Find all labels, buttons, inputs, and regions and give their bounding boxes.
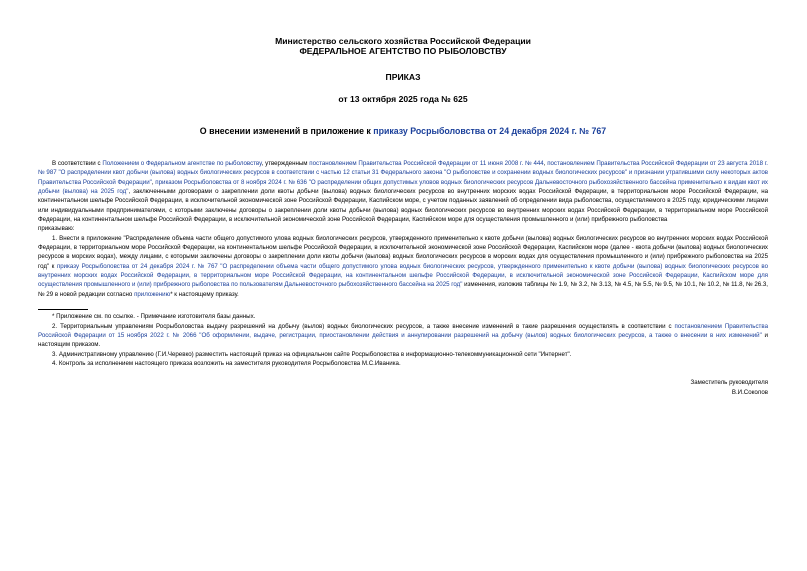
- footnote: * Приложение см. по ссылке. - Примечание изготовителя базы данных.: [52, 313, 256, 321]
- preamble-text-2: , утвержденным: [261, 160, 310, 167]
- item-2-paragraph: [38, 322, 768, 350]
- title-order-link[interactable]: приказу Росрыболовства от 24 декабря 2024 г. № 767: [373, 126, 607, 136]
- signatory-position: Заместитель руководителя: [690, 379, 768, 387]
- item-2-text-1: 2. Территориальным управлениям Росрыболовства выдачу разрешений на добычу (вылов) водных биологических ресурсов, а также внесение изменений в такие разрешения осуществлять в соответствии с: [52, 322, 675, 330]
- agency-name: ФЕДЕРАЛЬНОЕ АГЕНТСТВО ПО РЫБОЛОВСТВУ: [299, 46, 507, 56]
- document-page: [38, 36, 768, 397]
- footnote-divider: [38, 309, 88, 310]
- government-resolution-2066-link[interactable]: постановлением Правительства Российской Федерации от 15 ноября 2022 г. № 2066 "Об оформлении, выдаче, регистрации, приостановлении действия и аннулировании разрешений на добычу (вылов) водных биологических ресурсов, а также о внесении в них изменений": [38, 322, 768, 339]
- document-title: [38, 126, 768, 137]
- appendix-link[interactable]: приложению: [134, 290, 171, 298]
- preamble-text-5: , заключенными договорами о закреплении доли квоты добычи (вылова) водных биологических ресурсов во внутренних морских водах Российской Федерации, в территориальном море Российской Федерации, на континентальном шельфе Российской Федерации, в исключительной экономической зоне Российской Федерации, Каспийском море, с учетом поданных заявлений об определении вида рыболовства, осуществляемого в 2025 году, юридическими лицами или индивидуальными предпринимателями, с которыми заключены договоры о закреплении доли квоты добычи (вылова) водных биологических ресурсов во внутренних морских водах Российской Федерации, в территориальном море Российской Федерации, на континентальном шельфе Российской Федерации, в исключительной экономической зоне Российской Федерации, Каспийском море для осуществления промышленного и (или) прибрежного рыболовства: [38, 188, 768, 224]
- item-1-paragraph: [38, 234, 768, 299]
- signature-block: [38, 378, 768, 397]
- item-1-text-1: 1. Внести в приложение "Распределение объема части общего допустимого улова водных биологических ресурсов, утвержденного применительно к квоте добычи (вылова) водных биологических ресурсов во внутренних морских водах Российской Федерации, в территориальном море Российской Федерации, на континентальном шельфе Российской Федерации, в исключительной экономической зоне Российской Федерации, Каспийском море (далее - квота добычи (вылова) водных биологических ресурсов в морских водах), между лицами, с которыми заключены договоры о закреплении доли квоты добычи (вылова) водных биологических ресурсов в морских водах для осуществления промышленного и (или) прибрежного рыболовства на 2025 год" к: [38, 234, 768, 270]
- signatory-name: В.И.Соколов: [731, 388, 768, 396]
- order-767-link[interactable]: приказу Росрыболовства от 24 декабря 2024 г. № 767 "О распределении объема части общего допустимого улова водных биологических ресурсов, утвержденного применительно к квоте добычи (вылова) водных биологических ресурсов во внутренних морских водах Российской Федерации, в территориальном море Российской Федерации, на континентальном шельфе Российской Федерации, в исключительной экономической зоне Российской Федерации, Каспийском море для осуществления промышленного и (или) прибрежного рыболовства по пользователям Дальневосточного рыбохозяйственного бассейна на 2025 год": [38, 262, 769, 289]
- order-word: приказываю:: [38, 225, 75, 233]
- document-date-number: от 13 октября 2025 года № 625: [338, 94, 468, 104]
- title-prefix: О внесении изменений в приложение к: [199, 126, 374, 136]
- order-636-link[interactable]: приказом Росрыболовства от 8 ноября 2024 г. № 636 "О распределении общих допустимых уловов водных биологических ресурсов Дальневосточного рыбохозяйственного бассейна применительно к видам квот их добычи (вылова) на 2025 год": [38, 178, 769, 196]
- ministry-name: Министерство сельского хозяйства Российской Федерации: [275, 36, 531, 46]
- regulation-link[interactable]: Положением о Федеральном агентстве по рыболовству: [102, 160, 262, 167]
- item-4-paragraph: 4. Контроль за исполнением настоящего приказа возложить на заместителя руководителя Росрыболовства М.С.Иваника.: [52, 359, 401, 367]
- government-resolution-987-link[interactable]: постановлением Правительства Российской Федерации от 23 августа 2018 г. № 987 "О распределении квот добычи (вылова) водных биологических ресурсов в соответствии с частью 12 статьи 31 Федерального закона "О рыболовстве и сохранении водных биологических ресурсов" и признании утратившими силу некоторых актов Правительства Российской Федерации": [38, 160, 768, 186]
- item-1-text-2: изменения, изложив таблицы № 1.9, № 3.2, № 3.13, № 4.5, № 5.5, № 9.5, № 10.1, № 10.2, № 11.8, № 26.3, № 29 в новой редакции согласно: [38, 281, 768, 298]
- item-3-paragraph: 3. Административному управлению (Г.И.Черевко) разместить настоящий приказ на официальном сайте Росрыболовства в информационно-телекоммуникационной сети "Интернет".: [52, 350, 572, 358]
- document-type: ПРИКАЗ: [385, 72, 421, 82]
- item-2-text-2: и настоящим приказом.: [38, 331, 768, 349]
- preamble-text-1: В соответствии с: [52, 160, 103, 167]
- preamble-text-4: ,: [151, 178, 156, 186]
- item-1-text-3: * к настоящему приказу.: [170, 290, 239, 298]
- preamble-text-3: ,: [543, 160, 548, 167]
- preamble-paragraph: [38, 159, 768, 224]
- government-resolution-444-link[interactable]: постановлением Правительства Российской Федерации от 11 июня 2008 г. № 444: [309, 160, 544, 167]
- document-body: [38, 159, 768, 368]
